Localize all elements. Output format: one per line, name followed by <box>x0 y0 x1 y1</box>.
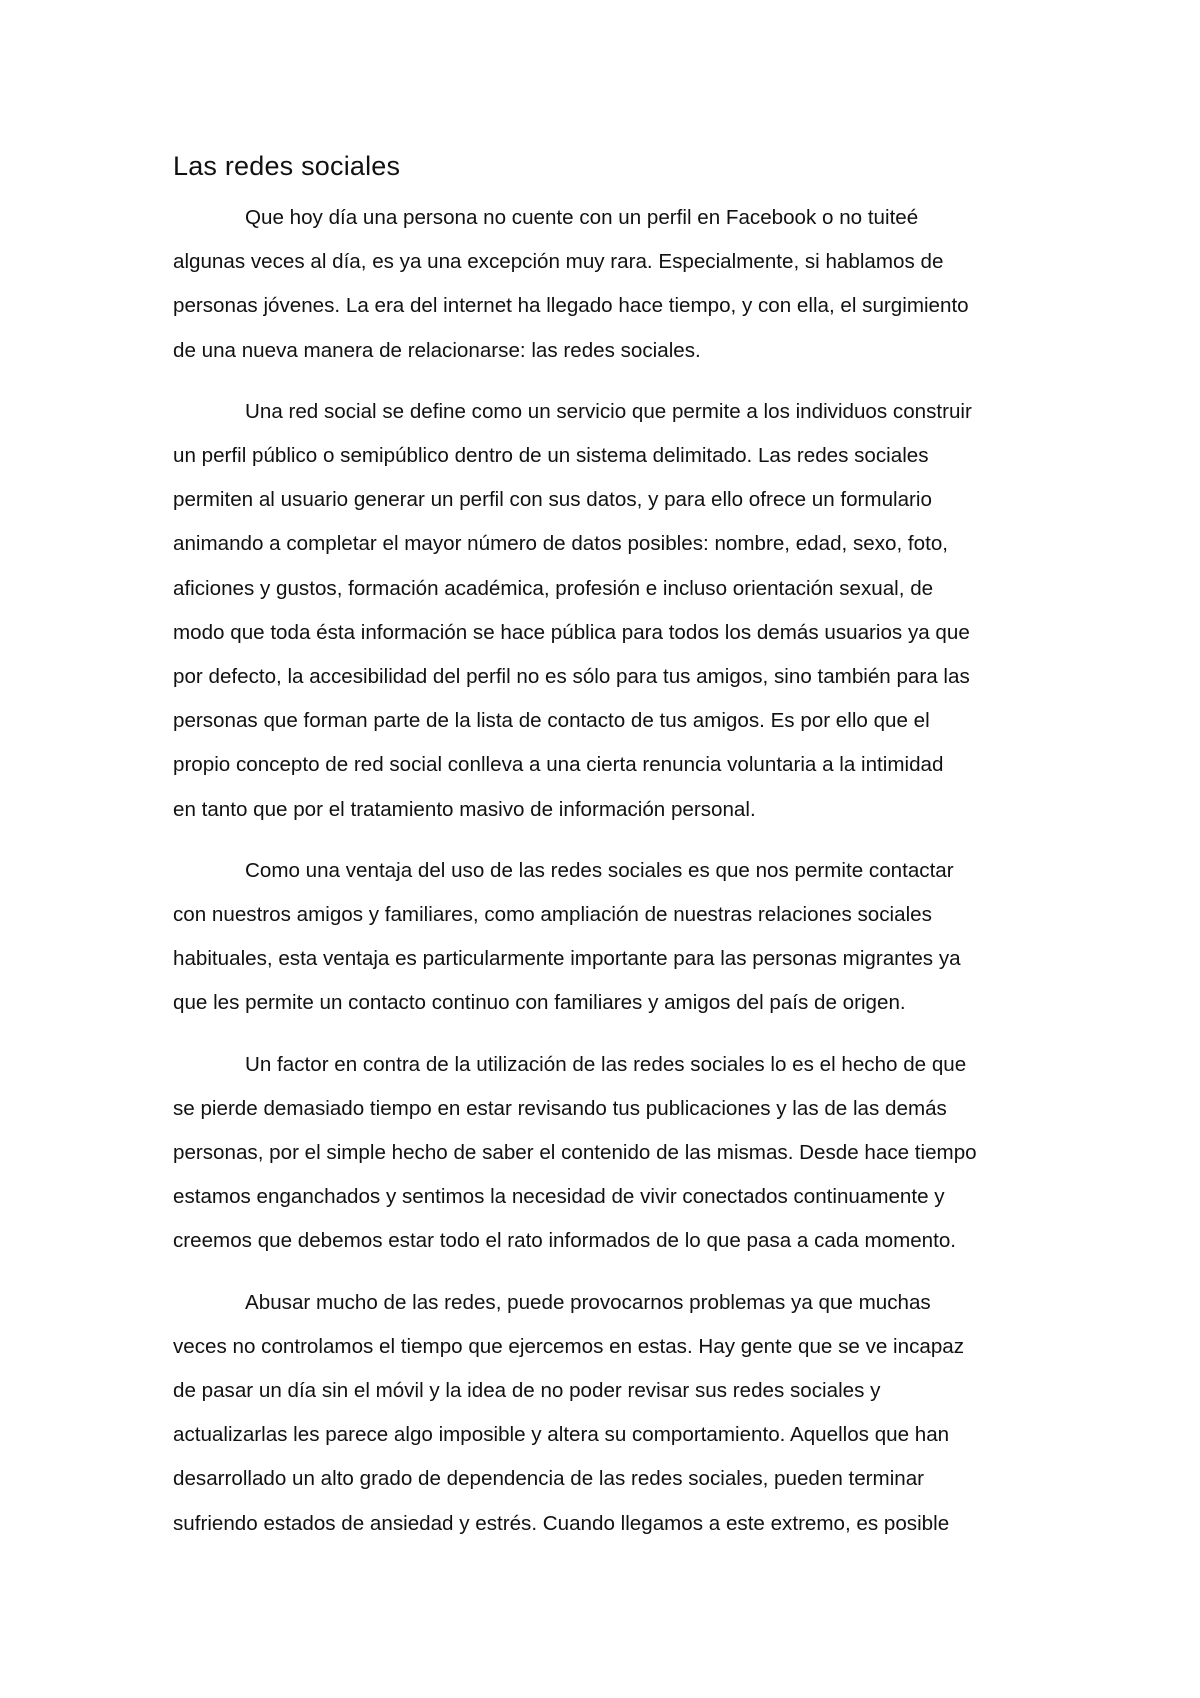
text-line: Un factor en contra de la utilización de las redes sociales lo es el hecho de que <box>245 1052 967 1076</box>
text-line: con nuestros amigos y familiares, como ampliación de nuestras relaciones sociales <box>173 903 932 927</box>
text-line: habituales, esta ventaja es particularmente importante para las personas migrantes ya <box>173 947 961 971</box>
text-line: personas que forman parte de la lista de contacto de tus amigos. Es por ello que el <box>173 709 930 733</box>
text-line: estamos enganchados y sentimos la necesidad de vivir conectados continuamente y <box>173 1185 945 1209</box>
text-line: veces no controlamos el tiempo que ejercemos en estas. Hay gente que se ve incapaz <box>173 1334 965 1358</box>
text-line: de una nueva manera de relacionarse: las redes sociales. <box>173 338 701 362</box>
text-line: creemos que debemos estar todo el rato informados de lo que pasa a cada momento. <box>173 1229 957 1253</box>
text-line: personas, por el simple hecho de saber el contenido de las mismas. Desde hace tiempo <box>173 1141 977 1165</box>
text-line: que les permite un contacto continuo con familiares y amigos del país de origen. <box>173 991 906 1015</box>
paragraph-1 <box>173 196 1031 373</box>
document-body <box>173 146 1031 1546</box>
text-line: por defecto, la accesibilidad del perfil no es sólo para tus amigos, sino también para las <box>173 665 970 689</box>
text-line: Abusar mucho de las redes, puede provocarnos problemas ya que muchas <box>245 1290 931 1314</box>
text-line: personas jóvenes. La era del internet ha llegado hace tiempo, y con ella, el surgimiento <box>173 294 969 318</box>
text-line: actualizarlas les parece algo imposible y altera su comportamiento. Aquellos que han <box>173 1423 950 1447</box>
text-line: se pierde demasiado tiempo en estar revisando tus publicaciones y las de las demás <box>173 1096 947 1120</box>
document-title: Las redes sociales <box>173 151 401 181</box>
text-line: Como una ventaja del uso de las redes sociales es que nos permite contactar <box>245 858 954 882</box>
paragraph-5 <box>173 1281 1031 1546</box>
paragraph-4 <box>173 1043 1031 1264</box>
text-line: Que hoy día una persona no cuente con un perfil en Facebook o no tuiteé <box>245 206 919 229</box>
text-line: Una red social se define como un servicio que permite a los individuos construir <box>245 399 972 423</box>
text-line: modo que toda ésta información se hace pública para todos los demás usuarios ya que <box>173 620 970 644</box>
paragraph-2 <box>173 390 1031 832</box>
text-line: animando a completar el mayor número de datos posibles: nombre, edad, sexo, foto, <box>173 532 948 556</box>
text-line: propio concepto de red social conlleva a una cierta renuncia voluntaria a la intimidad <box>173 753 944 777</box>
text-line: de pasar un día sin el móvil y la idea de no poder revisar sus redes sociales y <box>173 1379 881 1403</box>
text-line: aficiones y gustos, formación académica, profesión e incluso orientación sexual, de <box>173 576 934 600</box>
text-line: en tanto que por el tratamiento masivo de información personal. <box>173 797 756 821</box>
text-line: un perfil público o semipúblico dentro de un sistema delimitado. Las redes sociales <box>173 444 929 468</box>
paragraph-3 <box>173 849 1031 1026</box>
text-line: algunas veces al día, es ya una excepción muy rara. Especialmente, si hablamos de <box>173 250 944 274</box>
text-line: sufriendo estados de ansiedad y estrés. Cuando llegamos a este extremo, es posible <box>173 1511 950 1535</box>
text-line: permiten al usuario generar un perfil con sus datos, y para ello ofrece un formulario <box>173 488 932 512</box>
text-line: desarrollado un alto grado de dependencia de las redes sociales, pueden terminar <box>173 1467 925 1491</box>
